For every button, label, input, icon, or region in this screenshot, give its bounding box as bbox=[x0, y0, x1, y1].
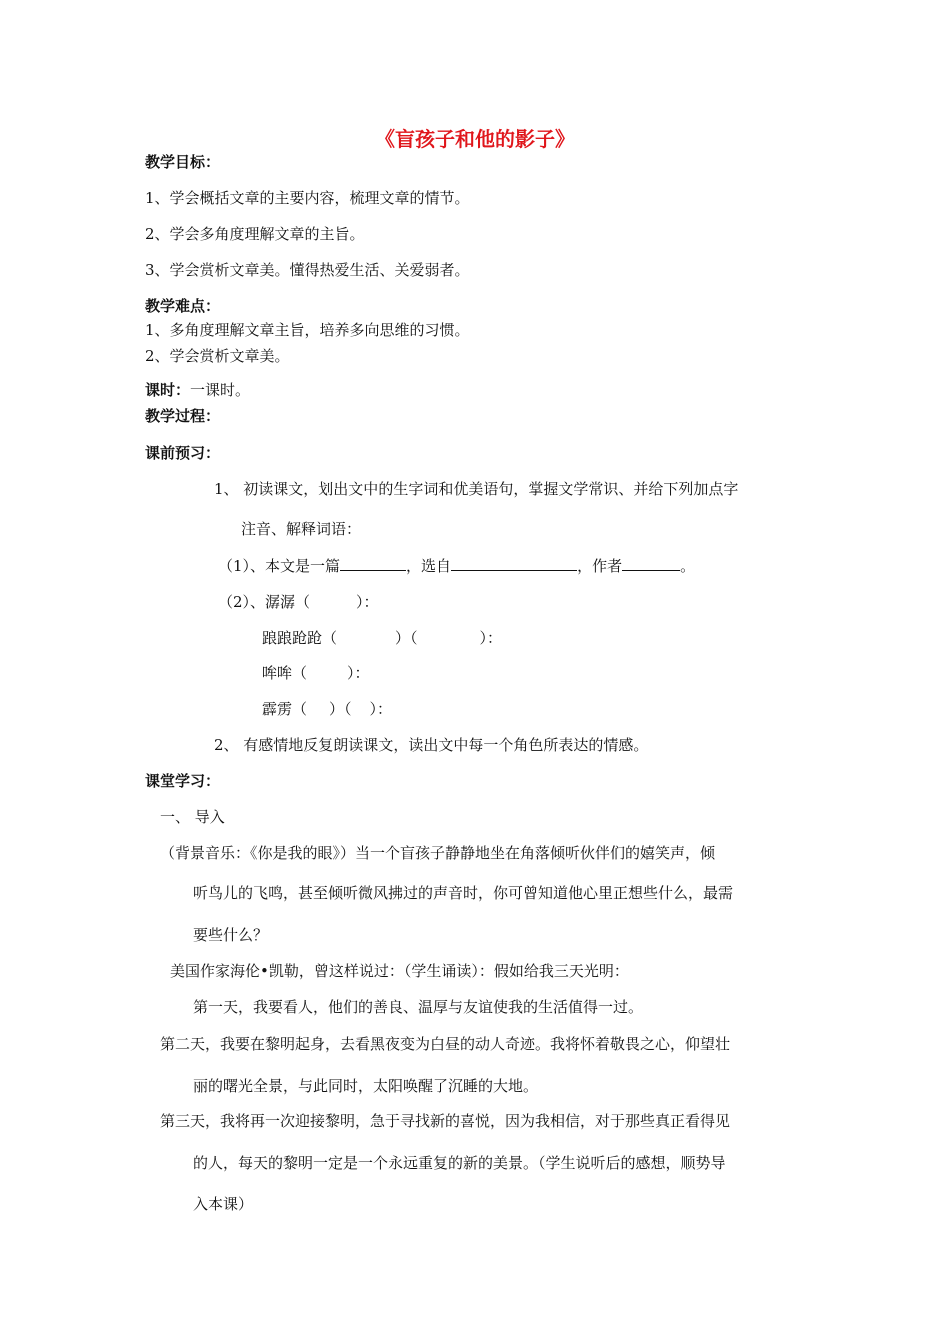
question-5-tail: ）： bbox=[369, 700, 393, 718]
day-two-paragraph: 第二天，我要在黎明起身，去看黑夜变为白昼的动人奇迹。我将怀着敬畏之心，仰望壮 bbox=[160, 1035, 731, 1053]
hours-label: 课时： bbox=[145, 381, 191, 399]
day-one-paragraph: 第一天，我要看人，他们的善良、温厚与友谊使我的生活值得一过。 bbox=[193, 998, 644, 1016]
preview-task-1: 1、 初读课文，划出文中的生字词和优美语句，掌握文学常识、并给下列加点字 bbox=[214, 480, 739, 498]
hours-line bbox=[145, 380, 250, 400]
question-4-tail: ）： bbox=[347, 664, 370, 682]
question-5 bbox=[262, 699, 392, 719]
process-heading: 教学过程： bbox=[145, 407, 221, 425]
hours-value: 一课时。 bbox=[190, 381, 251, 399]
document-title: 《盲孩子和他的影子》 bbox=[375, 127, 575, 151]
genre-blank[interactable] bbox=[340, 556, 406, 571]
question-4-word: 哞哞（ bbox=[262, 664, 308, 682]
objectives-heading: 教学目标： bbox=[145, 153, 221, 171]
difficulty-item: 1、多角度理解文章主旨，培养多向思维的习惯。 bbox=[145, 321, 470, 339]
intro-paragraph-cont: 听鸟儿的飞鸣，甚至倾听微风拂过的声音时，你可曾知道他心里正想些什么，最需 bbox=[193, 884, 734, 902]
question-3-mid: ）（ bbox=[395, 629, 418, 647]
question-1-text-d: 。 bbox=[680, 557, 696, 575]
question-5-mid: ）（ bbox=[329, 700, 352, 718]
intro-paragraph-cont: 要些什么？ bbox=[193, 926, 269, 944]
preview-heading: 课前预习： bbox=[145, 444, 221, 462]
question-2-word: （2）、潺潺（ bbox=[218, 593, 311, 611]
question-1-text-c: ，作者 bbox=[577, 557, 623, 575]
day-two-paragraph-cont: 丽的曙光全景，与此同时，太阳唤醒了沉睡的大地。 bbox=[193, 1077, 539, 1095]
source-blank[interactable] bbox=[451, 556, 577, 571]
question-1-text-b: ，选自 bbox=[406, 557, 452, 575]
preview-task-2: 2、 有感情地反复朗读课文，读出文中每一个角色所表达的情感。 bbox=[214, 736, 649, 754]
difficulty-item: 2、学会赏析文章美。 bbox=[145, 347, 290, 365]
difficulties-heading: 教学难点： bbox=[145, 297, 221, 315]
objective-item: 3、学会赏析文章美。懂得热爱生活、关爱弱者。 bbox=[145, 261, 470, 279]
intro-paragraph: （背景音乐：《你是我的眼》）当一个盲孩子静静地坐在角落倾听伙伴们的嬉笑声，倾 bbox=[160, 844, 716, 862]
question-3 bbox=[262, 628, 502, 648]
preview-task-1-cont: 注音、解释词语： bbox=[241, 520, 362, 538]
question-3-word: 踉踉跄跄（ bbox=[262, 629, 338, 647]
question-3-tail: ）： bbox=[479, 629, 503, 647]
section-intro-heading: 一、 导入 bbox=[160, 808, 225, 826]
question-2-tail: ）： bbox=[356, 593, 379, 611]
question-1 bbox=[218, 556, 695, 576]
helen-keller-quote-intro: 美国作家海伦•凯勒，曾这样说过：（学生诵读）：假如给我三天光明： bbox=[170, 962, 629, 980]
day-three-paragraph: 第三天，我将再一次迎接黎明，急于寻找新的喜悦，因为我相信，对于那些真正看得见 bbox=[160, 1112, 731, 1130]
author-blank[interactable] bbox=[622, 556, 680, 571]
question-5-word: 霹雳（ bbox=[262, 700, 308, 718]
objective-item: 1、学会概括文章的主要内容，梳理文章的情节。 bbox=[145, 189, 470, 207]
question-4 bbox=[262, 663, 370, 683]
day-three-paragraph-cont: 入本课） bbox=[193, 1195, 254, 1213]
objective-item: 2、学会多角度理解文章的主旨。 bbox=[145, 225, 365, 243]
question-1-text-a: （1）、本文是一篇 bbox=[218, 557, 341, 575]
classroom-heading: 课堂学习： bbox=[145, 772, 221, 790]
question-2 bbox=[218, 592, 379, 612]
day-three-paragraph-cont: 的人，每天的黎明一定是一个永远重复的新的美景。（学生说听后的感想，顺势导 bbox=[193, 1154, 726, 1172]
